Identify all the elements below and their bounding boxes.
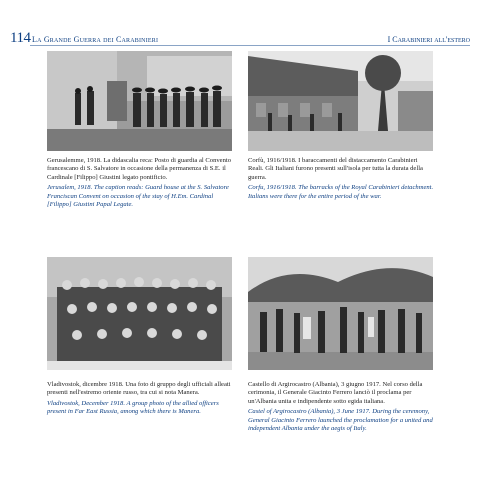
caption-corfu [248,157,434,201]
caption-jerusalem [47,157,233,209]
page-header [0,0,480,50]
page-number: 114 [10,30,31,46]
caption-argirocastro-italian: Castello di Argirocastro (Albania), 3 giugno 1917. Nel corso della cerimonia, il Generale Giacinto Ferrero lanciò il proclama per un'Albania unita e indipendente sotto egida italiana. [248,381,423,405]
photo-argirocastro-ceremony [248,257,433,370]
caption-vladivostok-italian: Vladivostok, dicembre 1918. Una foto di gruppo degli ufficiali alleati presenti nell'estremo oriente russo, tra cui si nota Manera. [47,381,231,397]
book-title: La Grande Guerra dei Carabinieri [32,35,159,44]
caption-jerusalem-english: Jerusalem, 1918. The caption reads: Guard house at the S. Salvatore Franciscan Convent on occasion of the stay of H.Em. Cardinal [Filippo] Giustini Papal Legate. [47,184,229,209]
caption-jerusalem-italian: Gerusalemme, 1918. La didascalia reca: Posto di guardia al Convento francescano di S. Salvatore in occasione della permanenza di S.E. il Cardinale [Filippo] Giustini legato pontificio. [47,157,232,181]
photo-jerusalem-guard [47,51,232,151]
photo-corfu-barracks [248,51,433,151]
caption-argirocastro-english: Castel of Argirocastro (Albania), 3 June 1917. During the ceremony, General Giacinto Ferrero launched the proclamation for a united and independent Albania under the aegis of Italy. [248,408,433,433]
chapter-title: I Carabinieri all'estero [387,35,470,44]
caption-corfu-english: Corfu, 1916/1918. The barracks of the Royal Carabinieri detachment. Italians were there for the entire period of the war. [248,184,434,200]
header-rule [30,45,470,46]
caption-corfu-italian: Corfù, 1916/1918. I baraccamenti del distaccamento Carabinieri Reali. Gli Italiani furono presenti sull'isola per tutta la durata della guerra. [248,157,423,181]
caption-vladivostok-english: Vladivostok, December 1918. A group photo of the allied officers present in Far East Russia, among which there is Manera. [47,399,219,416]
caption-vladivostok [47,381,233,417]
caption-argirocastro [248,381,434,433]
photo-vladivostok-officers [47,257,232,370]
